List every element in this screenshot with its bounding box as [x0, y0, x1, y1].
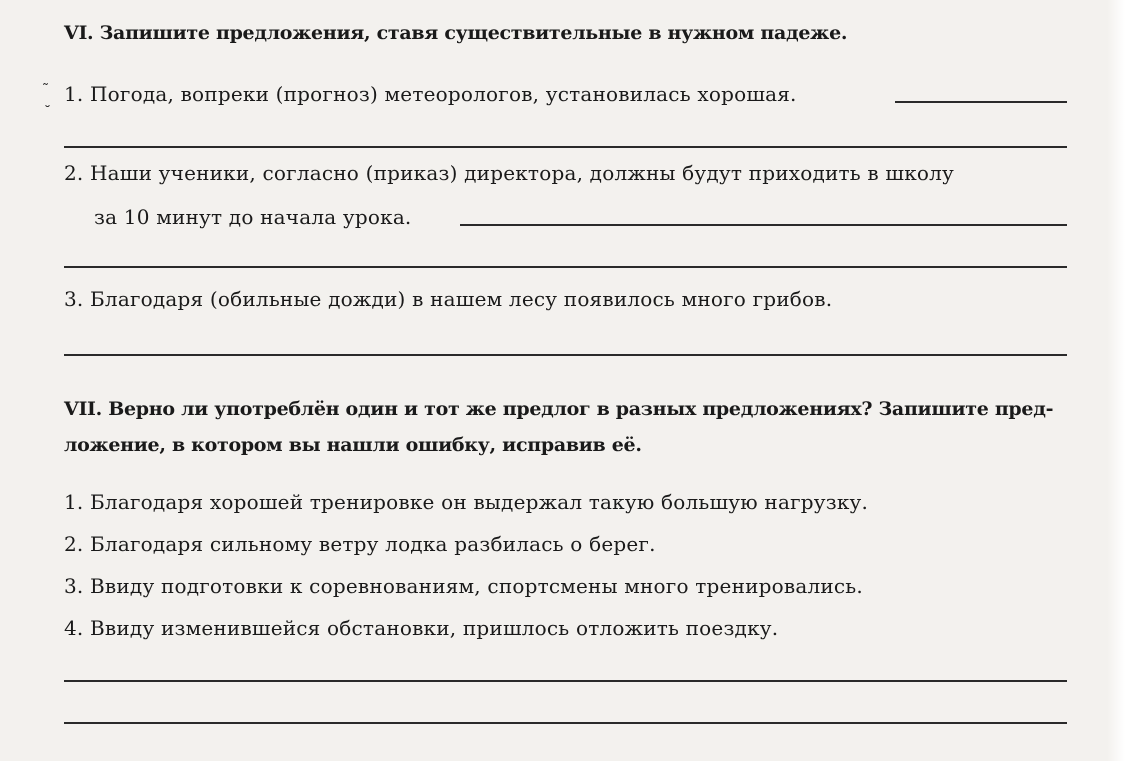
section-6-item-2-cont: за 10 минут до начала урока.	[94, 205, 412, 229]
answer-line	[64, 680, 1067, 682]
section-7-item-3: 3. Ввиду подготовки к соревнованиям, спортсмены много тренировались.	[64, 574, 863, 598]
section-7-item-4: 4. Ввиду изменившейся обстановки, пришлось отложить поездку.	[64, 616, 779, 640]
answer-line	[64, 266, 1067, 268]
answer-line	[64, 354, 1067, 356]
section-6-heading: VI. Запишите предложения, ставя существительные в нужном падеже.	[64, 22, 848, 44]
section-6-item-1: 1. Погода, вопреки (прогноз) метеорологов, установилась хорошая.	[64, 82, 797, 106]
page-edge	[1107, 0, 1125, 761]
answer-line	[64, 722, 1067, 724]
margin-mark: ˜	[42, 82, 49, 98]
section-7-item-2: 2. Благодаря сильному ветру лодка разбилась о берег.	[64, 532, 656, 556]
section-6-item-2: 2. Наши ученики, согласно (приказ) директора, должны будут приходить в школу	[64, 161, 955, 185]
section-7-heading-line-2: ложение, в котором вы нашли ошибку, исправив её.	[64, 434, 642, 456]
answer-line	[460, 224, 1067, 226]
answer-line	[895, 101, 1067, 103]
margin-mark: ˘	[44, 104, 51, 120]
section-7-item-1: 1. Благодаря хорошей тренировке он выдержал такую большую нагрузку.	[64, 490, 869, 514]
section-7-heading-line-1: VII. Верно ли употреблён один и тот же предлог в разных предложениях? Запишите пред-	[64, 398, 1054, 420]
answer-line	[64, 146, 1067, 148]
section-6-item-3: 3. Благодаря (обильные дожди) в нашем лесу появилось много грибов.	[64, 287, 833, 311]
